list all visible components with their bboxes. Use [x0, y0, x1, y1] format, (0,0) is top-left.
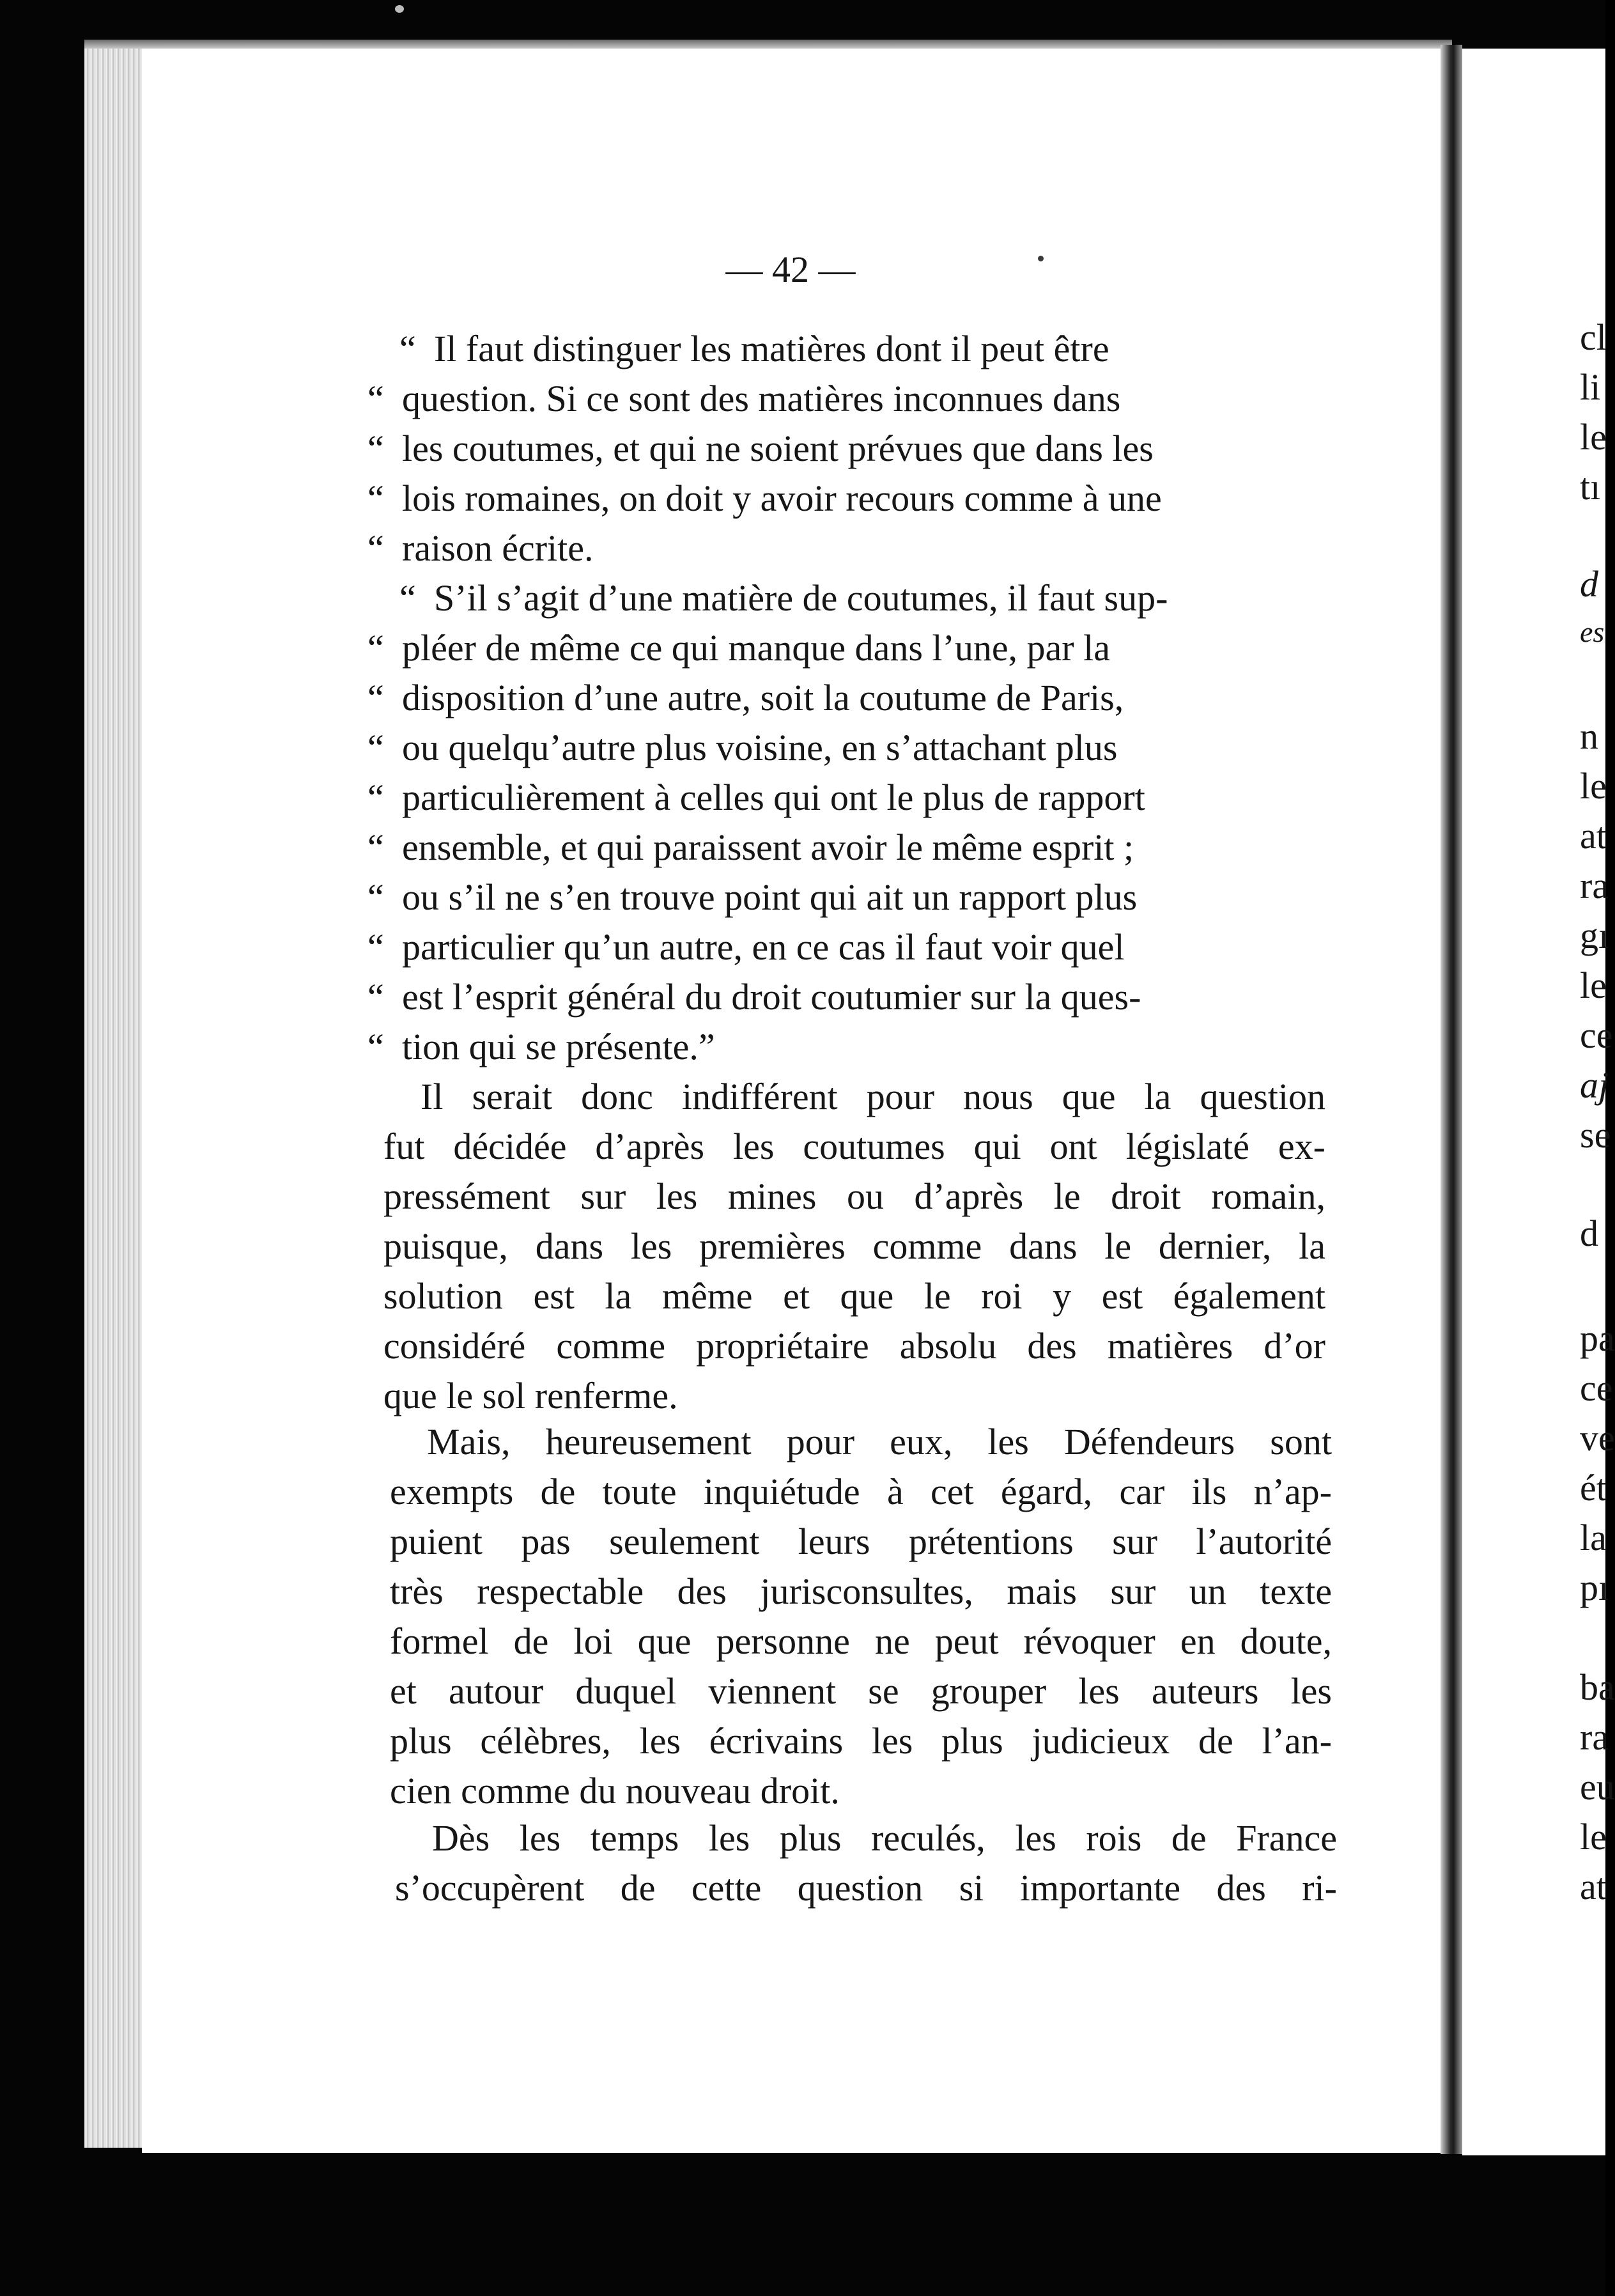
adjacent-fragment: ra	[1580, 1716, 1609, 1758]
quote-line	[367, 723, 1117, 773]
quote-line	[367, 374, 1120, 424]
text-line: Mais, heureusement pour eux, les Défendeurs sont	[427, 1421, 1332, 1462]
text-line: très respectable des jurisconsultes, mais sur un texte	[390, 1571, 1332, 1612]
text-line: que le sol renferme.	[383, 1375, 678, 1416]
text-line: Il serait donc indifférent pour nous que la question	[421, 1076, 1325, 1117]
quote-line-text: Il faut distinguer les matières dont il peut être	[434, 328, 1109, 369]
text-line: puient pas seulement leurs prétentions sur l’autorité	[390, 1521, 1332, 1562]
adjacent-fragment: la	[1580, 1517, 1607, 1558]
quote-line-text: les coutumes, et qui ne soient prévues que dans les	[402, 428, 1154, 469]
quote-line	[367, 324, 1109, 374]
quote-mark: “	[367, 727, 384, 768]
quote-line-text: pléer de même ce qui manque dans l’une, par la	[402, 627, 1110, 669]
quote-mark: “	[367, 627, 384, 669]
quote-line-text: ensemble, et qui paraissent avoir le même esprit ;	[402, 826, 1134, 868]
quote-line	[367, 623, 1110, 673]
quote-mark: “	[367, 477, 384, 519]
adjacent-fragment: gı	[1580, 915, 1609, 956]
paragraph	[383, 1072, 1325, 1421]
adjacent-fragment: d	[1580, 1213, 1598, 1254]
quote-mark: “	[367, 527, 384, 569]
quote-line	[367, 972, 1141, 1022]
quote-line	[367, 922, 1125, 972]
adjacent-fragment: ve	[1580, 1417, 1615, 1459]
text-line: formel de loi que personne ne peut révoquer en doute,	[390, 1620, 1332, 1662]
adjacent-fragment: tı	[1580, 466, 1601, 508]
quote-mark: “	[367, 428, 384, 469]
text-line: et autour duquel viennent se grouper les auteurs les	[390, 1670, 1332, 1712]
text-line: puisque, dans les premières comme dans le dernier, la	[383, 1225, 1325, 1267]
quote-mark: “	[367, 777, 384, 818]
quote-line	[367, 823, 1134, 873]
adjacent-fragment: li	[1580, 366, 1601, 408]
paragraph	[390, 1417, 1332, 1816]
quote-line	[367, 773, 1145, 823]
text-line: fut décidée d’après les coutumes qui ont législaté ex-	[383, 1126, 1325, 1167]
quote-line-text: question. Si ce sont des matières inconnues dans	[402, 378, 1121, 419]
quote-mark: “	[367, 926, 384, 968]
quote-mark: “	[367, 677, 384, 718]
quote-mark: “	[367, 378, 384, 419]
quote-line	[367, 524, 594, 573]
quote-line-text: lois romaines, on doit y avoir recours comme à une	[402, 477, 1162, 519]
quote-line-text: raison écrite.	[402, 527, 594, 569]
text-line: considéré comme propriétaire absolu des matières d’or	[383, 1325, 1325, 1367]
adjacent-fragment: pı	[1580, 1567, 1609, 1608]
text-line: s’occupèrent de cette question si importante des ri-	[395, 1867, 1337, 1909]
adjacent-fragment: le	[1580, 1816, 1607, 1858]
quote-line-text: est l’esprit général du droit coutumier sur la ques-	[402, 976, 1141, 1018]
quote-line-text: ou quelqu’autre plus voisine, en s’attachant plus	[402, 727, 1118, 768]
page-number: — 42 —	[725, 249, 856, 290]
quote-line-text: ou s’il ne s’en trouve point qui ait un rapport plus	[402, 876, 1138, 918]
quote-line	[367, 474, 1162, 524]
adjacent-fragment: le	[1580, 765, 1607, 807]
text-line: Dès les temps les plus reculés, les rois de France	[432, 1817, 1337, 1859]
book-gutter	[1441, 45, 1462, 2154]
adjacent-fragment: n	[1580, 715, 1598, 757]
quote-line-text: disposition d’une autre, soit la coutume de Paris,	[402, 677, 1124, 718]
adjacent-fragment: se	[1580, 1114, 1611, 1156]
quote-line	[367, 673, 1124, 723]
quote-line-text: particulier qu’un autre, en ce cas il faut voir quel	[402, 926, 1125, 968]
quote-mark: “	[367, 1026, 384, 1067]
adjacent-fragment: ce	[1580, 1367, 1613, 1409]
quote-line-text: S’il s’agit d’une matière de coutumes, il faut sup-	[434, 577, 1168, 619]
adjacent-fragment: at	[1580, 1866, 1607, 1907]
adjacent-fragment: ra	[1580, 865, 1609, 906]
adjacent-fragment: pa	[1580, 1317, 1615, 1359]
text-line: plus célèbres, les écrivains les plus judicieux de l’an-	[390, 1720, 1332, 1762]
quote-line-text: tion qui se présente.”	[402, 1026, 715, 1067]
text-line: solution est la même et que le roi y est également	[383, 1275, 1325, 1317]
text-line: exempts de toute inquiétude à cet égard, car ils n’ap-	[390, 1471, 1332, 1512]
adjacent-fragment: ét	[1580, 1467, 1607, 1509]
quote-mark: “	[367, 826, 384, 868]
quote-line	[367, 1022, 715, 1072]
text-line: pressément sur les mines ou d’après le droit romain,	[383, 1175, 1325, 1217]
adjacent-fragment: at	[1580, 815, 1607, 857]
adjacent-fragment: le	[1580, 416, 1607, 458]
adjacent-fragment: cl	[1580, 316, 1607, 358]
quote-line	[367, 424, 1154, 474]
adjacent-fragment: ce	[1580, 1014, 1613, 1056]
adjacent-fragment: es	[1580, 616, 1605, 648]
adjacent-fragment: ba	[1580, 1666, 1615, 1708]
quote-line	[367, 873, 1137, 922]
quote-line-text: particulièrement à celles qui ont le plus de rapport	[402, 777, 1145, 818]
adjacent-fragment: eu	[1580, 1766, 1615, 1808]
text-line: cien comme du nouveau droit.	[390, 1770, 840, 1811]
paragraph	[395, 1813, 1337, 1913]
quote-mark: “	[367, 976, 384, 1018]
quote-line	[367, 573, 1168, 623]
quote-mark: “	[399, 328, 416, 369]
adjacent-fragment: aj	[1580, 1064, 1609, 1106]
quote-mark: “	[367, 876, 384, 918]
quote-mark: “	[399, 577, 416, 619]
adjacent-fragment: d	[1580, 563, 1598, 605]
adjacent-fragment: le	[1580, 965, 1607, 1006]
